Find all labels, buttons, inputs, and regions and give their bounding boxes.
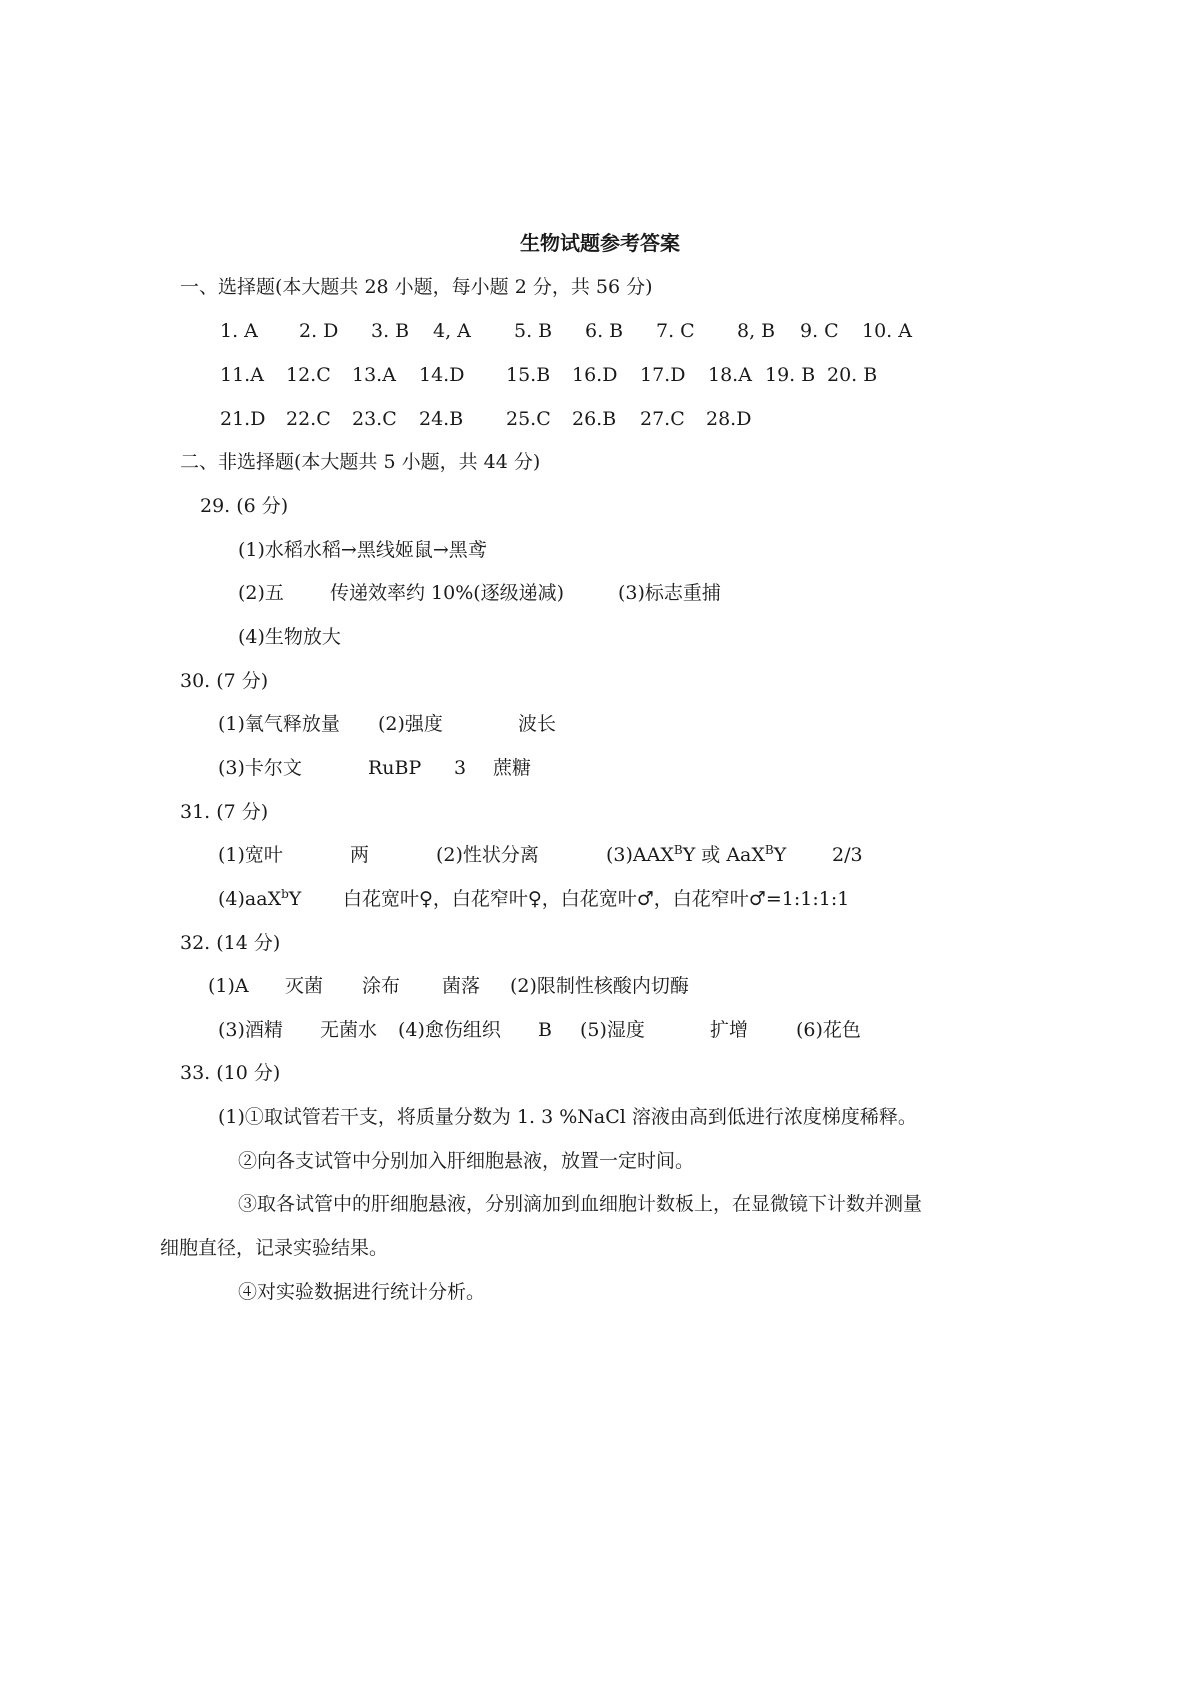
choice-answer: 16.D — [572, 364, 618, 386]
q33-step-2: ②向各支试管中分别加入肝细胞悬液，放置一定时间。 — [238, 1150, 695, 1172]
choice-answer: 17.D — [640, 364, 686, 386]
choice-answer: 1. A — [220, 320, 258, 342]
q31-label: 31. (7 分) — [180, 801, 269, 823]
choice-answer: 24.B — [419, 408, 464, 430]
q32-answer-1d: 菌落 — [442, 975, 481, 997]
section2-heading: 二、非选择题(本大题共 5 小题，共 44 分) — [180, 451, 541, 473]
q33-step-3: ③取各试管中的肝细胞悬液，分别滴加到血细胞计数板上，在显微镜下计数并测量 — [238, 1193, 923, 1215]
q29-answer-1: (1)水稻水稻→黑线姬鼠→黑鸢 — [238, 539, 487, 561]
q29-answer-3: (3)标志重捕 — [618, 582, 721, 604]
q32-answer-5a: (5)湿度 — [580, 1019, 645, 1041]
choice-answer: 12.C — [286, 364, 331, 386]
q31-answer-4b: 白花宽叶♀，白花窄叶♀，白花宽叶♂，白花窄叶♂=1:1:1:1 — [343, 888, 850, 910]
choice-answer: 4, A — [433, 320, 471, 342]
q32-answer-1a: (1)A — [208, 975, 249, 997]
q31-answer-1b: 两 — [350, 844, 370, 866]
q30-answer-3b: RuBP — [368, 757, 422, 779]
q32-answer-4a: (4)愈伤组织 — [398, 1019, 501, 1041]
choice-answer: 28.D — [706, 408, 752, 430]
choice-answer: 20. B — [827, 364, 878, 386]
q33-label: 33. (10 分) — [180, 1062, 281, 1084]
q32-answer-5b: 扩增 — [710, 1019, 749, 1041]
choice-answer: 13.A — [352, 364, 396, 386]
choice-answer: 3. B — [371, 320, 410, 342]
choice-answer: 10. A — [862, 320, 912, 342]
choice-answer: 21.D — [220, 408, 266, 430]
q30-label: 30. (7 分) — [180, 670, 269, 692]
q30-answer-3d: 蔗糖 — [493, 757, 532, 779]
choice-answer: 6. B — [585, 320, 624, 342]
choice-answer: 8, B — [737, 320, 776, 342]
q30-answer-2a: (2)强度 — [378, 713, 443, 735]
q29-answer-2b: 传递效率约 10%(逐级递减) — [330, 582, 565, 604]
choice-answer: 2. D — [299, 320, 339, 342]
q33-step-1: (1)①取试管若干支，将质量分数为 1. 3 %NaCl 溶液由高到低进行浓度梯度稀释。 — [218, 1106, 917, 1128]
q32-answer-3a: (3)酒精 — [218, 1019, 283, 1041]
q32-label: 32. (14 分) — [180, 932, 281, 954]
q33-step-3-cont: 细胞直径，记录实验结果。 — [160, 1237, 389, 1259]
q32-answer-1c: 涂布 — [362, 975, 401, 997]
q31-answer-4a: (4)aaX$^b$Y — [218, 887, 302, 910]
choice-answer: 27.C — [640, 408, 685, 430]
q33-step-4: ④对实验数据进行统计分析。 — [238, 1281, 486, 1303]
choice-answer: 9. C — [800, 320, 839, 342]
q32-answer-2: (2)限制性核酸内切酶 — [510, 975, 689, 997]
q29-answer-2a: (2)五 — [238, 582, 284, 604]
q31-answer-2: (2)性状分离 — [436, 844, 539, 866]
choice-answer: 14.D — [419, 364, 465, 386]
choice-answer: 22.C — [286, 408, 331, 430]
q31-answer-1a: (1)宽叶 — [218, 844, 283, 866]
choice-answer: 26.B — [572, 408, 617, 430]
choice-answer: 18.A — [708, 364, 752, 386]
choice-answer: 11.A — [220, 364, 264, 386]
choice-answer: 19. B — [765, 364, 816, 386]
q31-answer-3: $(3)AAX^BY$ 或 AaX$^B$Y — [606, 843, 787, 866]
q30-answer-3c: 3 — [454, 757, 467, 779]
q30-answer-3a: (3)卡尔文 — [218, 757, 302, 779]
q29-answer-4: (4)生物放大 — [238, 626, 341, 648]
page-title: 生物试题参考答案 — [520, 231, 680, 255]
choice-answer: 25.C — [506, 408, 551, 430]
q32-answer-3b: 无菌水 — [320, 1019, 378, 1041]
section1-heading: 一、选择题(本大题共 28 小题，每小题 2 分，共 56 分) — [180, 276, 653, 298]
choice-answer: 5. B — [514, 320, 553, 342]
q32-answer-6: (6)花色 — [796, 1019, 861, 1041]
choice-answer: 7. C — [656, 320, 695, 342]
q32-answer-1b: 灭菌 — [285, 975, 324, 997]
q31-answer-3-ratio: 2/3 — [832, 844, 863, 866]
q30-answer-1: (1)氧气释放量 — [218, 713, 340, 735]
q30-answer-2b: 波长 — [518, 713, 557, 735]
choice-answer: 23.C — [352, 408, 397, 430]
choice-answer: 15.B — [506, 364, 551, 386]
q32-answer-4b: B — [538, 1019, 552, 1041]
q29-label: 29. (6 分) — [200, 495, 289, 517]
